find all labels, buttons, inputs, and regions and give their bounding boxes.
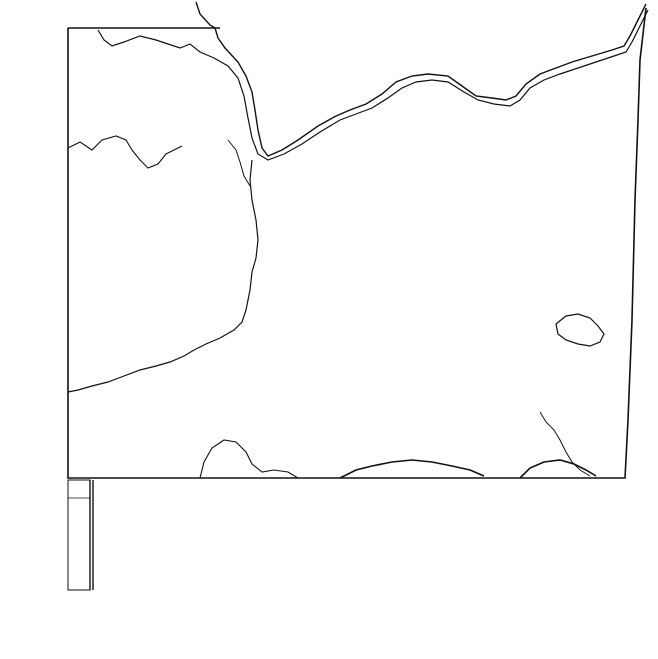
south-meander-1: [200, 440, 298, 478]
township-boundary: [68, 8, 646, 478]
lake: [556, 314, 604, 346]
river-bank-lower: [98, 10, 648, 160]
creek-branch: [228, 140, 250, 186]
river-bank-upper: [196, 2, 646, 156]
creek-east: [540, 412, 590, 476]
south-meander-3: [520, 460, 596, 478]
south-meander-2: [340, 460, 484, 478]
creek-central: [68, 160, 258, 392]
legend-lot-diagram: [68, 480, 93, 590]
creek-west: [68, 136, 182, 168]
